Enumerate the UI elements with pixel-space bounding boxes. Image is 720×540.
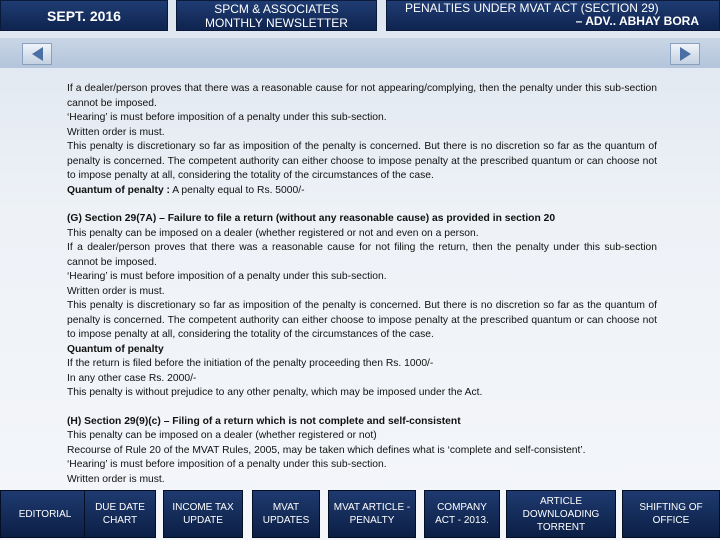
company-act-button[interactable]: COMPANY ACT - 2013.	[424, 490, 500, 538]
slide-topic	[386, 0, 720, 31]
content-line: Recourse of Rule 20 of the MVAT Rules, 2005, may be taken which defines what is ‘complete and self-consistent’.	[67, 444, 586, 456]
slide-content	[67, 82, 657, 487]
content-line: This penalty is discretionary so far as imposition of the penalty is concerned. But there is no discretion so far as the quantum of penalty is concerned. The competent authority can either choose to impose penalty at the prescribed quantum or can choose not to impose penalty at all, considering the totality of the circumstances of the case.	[67, 300, 657, 340]
content-line: This penalty can be imposed on a dealer (whether registered or not)	[67, 430, 377, 441]
quantum-label: Quantum of penalty :	[67, 184, 170, 196]
content-line: If a dealer/person proves that there was a reasonable cause for not appearing/complying, then the penalty under this sub-section cannot be imposed.	[67, 83, 657, 109]
content-line: This penalty is without prejudice to any other penalty, which may be imposed under the Act.	[67, 387, 483, 398]
editorial-button[interactable]: EDITORIAL	[0, 490, 90, 538]
content-line: If the return is filed before the initiation of the penalty proceeding then Rs. 1000/-	[67, 358, 434, 369]
navigation-bar	[0, 38, 720, 68]
newsletter-title-line2: MONTHLY NEWSLETTER	[205, 15, 348, 30]
newsletter-date: SEPT. 2016	[0, 0, 168, 31]
arrow-right-icon	[680, 47, 691, 61]
content-line: This penalty is discretionary so far as imposition of the penalty is concerned. But there is no discretion so far as the quantum of penalty is concerned. The competent authority can either choose to impose penalty at the prescribed quantum or can choose not to impose penalty at all, considering the totality of the circumstances of the case.	[67, 141, 657, 181]
content-line: ‘Hearing’ is must before imposition of a penalty under this sub-section.	[67, 112, 387, 123]
mvat-updates-button[interactable]: MVAT UPDATES	[252, 490, 320, 538]
quantum-label: Quantum of penalty	[67, 343, 164, 355]
quantum-value: A penalty equal to Rs. 5000/-	[169, 184, 305, 196]
due-date-chart-button[interactable]: DUE DATE CHART	[84, 490, 156, 538]
section-g-heading: (G) Section 29(7A) – Failure to file a return (without any reasonable cause) as provided in section 20	[67, 213, 556, 224]
quantum-line	[67, 184, 657, 199]
content-line: Written order is must.	[67, 126, 165, 138]
content-line: If a dealer/person proves that there was a reasonable cause for not filing the return, then the penalty under this sub-section cannot be imposed.	[67, 242, 657, 268]
newsletter-title-line1: SPCM & ASSOCIATES	[214, 1, 339, 16]
content-line: Written order is must.	[67, 473, 165, 485]
content-line: ‘Hearing’ is must before imposition of a penalty under this sub-section.	[67, 459, 387, 470]
slide-topic-line1: PENALTIES UNDER MVAT ACT (SECTION 29)	[405, 1, 659, 15]
article-torrent-button[interactable]: ARTICLE DOWNLOADING TORRENT	[506, 490, 616, 538]
content-line: This penalty can be imposed on a dealer (whether registered or not and even on a person.	[67, 227, 479, 239]
arrow-left-icon	[32, 47, 43, 61]
slide-topic-author: – ADV.. ABHAY BORA	[575, 14, 699, 28]
content-line: In any other case Rs. 2000/-	[67, 372, 197, 384]
section-h-heading: (H) Section 29(9)(c) – Filing of a return which is not complete and self-consistent	[67, 415, 461, 427]
newsletter-title	[176, 0, 377, 31]
previous-slide-button[interactable]	[22, 43, 52, 65]
shifting-of-office-button[interactable]: SHIFTING OF OFFICE	[622, 490, 720, 538]
next-slide-button[interactable]	[670, 43, 700, 65]
mvat-article-penalty-button[interactable]: MVAT ARTICLE - PENALTY	[328, 490, 416, 538]
content-line: ‘Hearing’ is must before imposition of a penalty under this sub-section.	[67, 271, 387, 282]
income-tax-update-button[interactable]: INCOME TAX UPDATE	[163, 490, 243, 538]
content-line: Written order is must.	[67, 285, 165, 297]
